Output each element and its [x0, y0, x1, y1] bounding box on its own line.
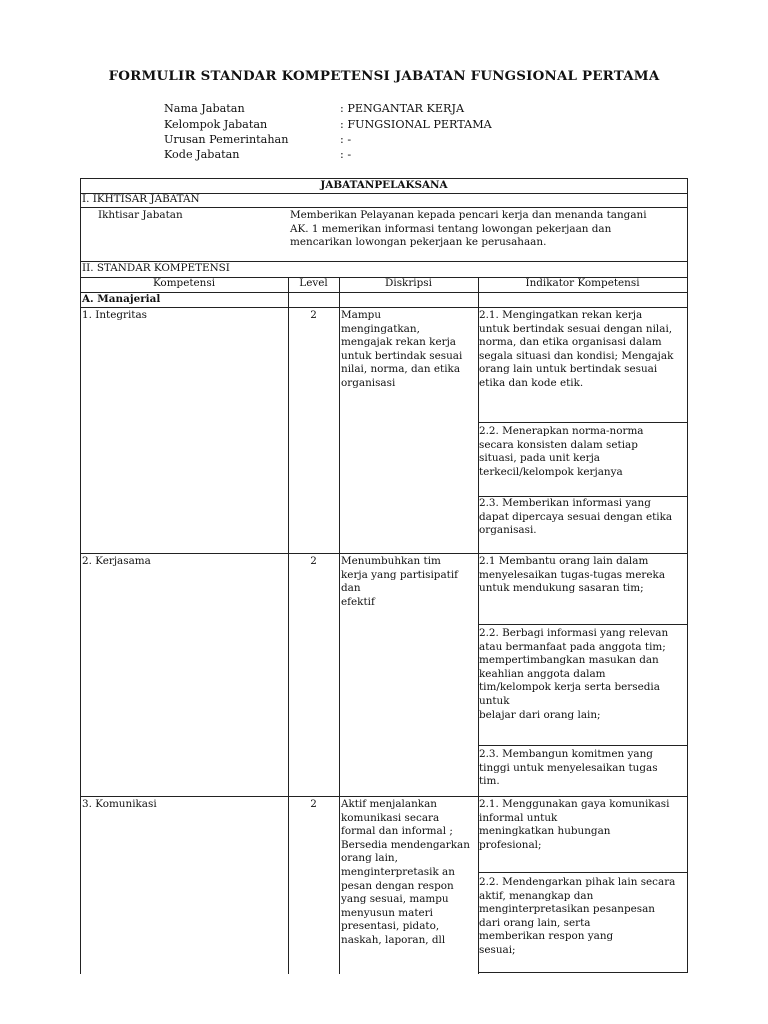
table-rule	[80, 796, 688, 797]
meta-value: : -	[340, 148, 352, 161]
competency-description: Menumbuhkan tim kerja yang partisipatif dan efektif	[341, 555, 459, 608]
indicator-rule	[478, 624, 688, 625]
form-title: FORMULIR STANDAR KOMPETENSI JABATAN FUNGSIONAL PERTAMA	[108, 68, 660, 84]
meta-label: Nama Jabatan	[164, 102, 245, 115]
meta-value: : -	[340, 133, 352, 146]
table-rule	[80, 178, 81, 974]
table-rule	[80, 307, 688, 308]
competency-name: 1. Integritas	[82, 309, 147, 321]
competency-indicator: 2.1. Mengingatkan rekan kerja untuk bertindak sesuai dengan nilai, norma, dan etika organisasi dalam segala situasi dan kondisi; Mengajak orang lain untuk bertindak sesuai etika dan kode etik.	[479, 309, 674, 389]
column-header-kompetensi: Kompetensi	[152, 277, 216, 289]
competency-indicator: 2.1 Membantu orang lain dalam menyelesaikan tugas-tugas mereka untuk mendukung sasaran tim;	[479, 555, 666, 595]
column-header-diskripsi: Diskripsi	[385, 277, 432, 289]
meta-label: Kode Jabatan	[164, 148, 240, 161]
table-rule	[80, 292, 688, 293]
table-rule	[80, 553, 688, 554]
indicator-rule	[478, 745, 688, 746]
competency-indicator: 2.2. Mendengarkan pihak lain secara aktif, menangkap dan menginterpretasikan pesanpesan dari orang lain, serta memberikan respon yang sesuai;	[479, 876, 676, 956]
competency-indicator: 2.3. Membangun komitmen yang tinggi untuk menyelesaikan tugas tim.	[479, 748, 658, 788]
competency-name: 3. Komunikasi	[82, 798, 157, 810]
ikhtisar-text: Memberikan Pelayanan kepada pencari kerja dan menanda tangani AK. 1 memerikan informasi tentang lowongan pekerjaan dan mencarikan lowongan pekerjaan ke perusahaan.	[290, 209, 647, 249]
indicator-rule	[478, 972, 688, 973]
meta-value: : PENGANTAR KERJA	[340, 102, 465, 115]
competency-level: 2	[310, 309, 317, 321]
competency-indicator: 2.3. Memberikan informasi yang dapat dipercaya sesuai dengan etika organisasi.	[479, 497, 673, 537]
indicator-rule	[478, 872, 688, 873]
table-rule	[687, 178, 688, 973]
competency-indicator: 2.2. Berbagi informasi yang relevan atau bermanfaat pada anggota tim; mempertimbangkan masukan dan keahlian anggota dalam tim/kelompok kerja serta bersedia untuk belajar dari orang lain;	[479, 627, 669, 721]
column-header-indikator: Indikator Kompetensi	[525, 277, 640, 289]
competency-description: Aktif menjalankan komunikasi secara formal dan informal ; Bersedia mendengarkan orang lain, menginterpretasik an pesan dengan respon yang sesuai, mampu menyusun materi presentasi, pidato, naskah, laporan, dll	[341, 798, 470, 946]
meta-label: Kelompok Jabatan	[164, 118, 268, 131]
table-rule	[339, 277, 340, 974]
ikhtisar-label: Ikhtisar Jabatan	[98, 209, 183, 221]
meta-label: Urusan Pemerintahan	[164, 133, 289, 146]
competency-indicator: 2.2. Menerapkan norma-norma secara konsisten dalam setiap situasi, pada unit kerja terkecil/kelompok kerjanya	[479, 425, 644, 478]
competency-name: 2. Kerjasama	[82, 555, 151, 567]
table-rule	[80, 207, 688, 208]
table-header: JABATANPELAKSANA	[320, 179, 448, 191]
competency-indicator: 2.1. Menggunakan gaya komunikasi informal untuk meningkatkan hubungan profesional;	[479, 798, 670, 851]
section-ikhtisar: I. IKHTISAR JABATAN	[82, 193, 200, 205]
section-standar: II. STANDAR KOMPETENSI	[82, 262, 230, 274]
category-manajerial: A. Manajerial	[82, 293, 161, 305]
indicator-rule	[478, 422, 688, 423]
competency-level: 2	[310, 555, 317, 567]
table-rule	[288, 277, 289, 974]
meta-value: : FUNGSIONAL PERTAMA	[340, 118, 492, 131]
column-header-level: Level	[299, 277, 328, 289]
competency-description: Mampu mengingatkan, mengajak rekan kerja untuk bertindak sesuai nilai, norma, dan etika organisasi	[341, 309, 463, 389]
competency-level: 2	[310, 798, 317, 810]
